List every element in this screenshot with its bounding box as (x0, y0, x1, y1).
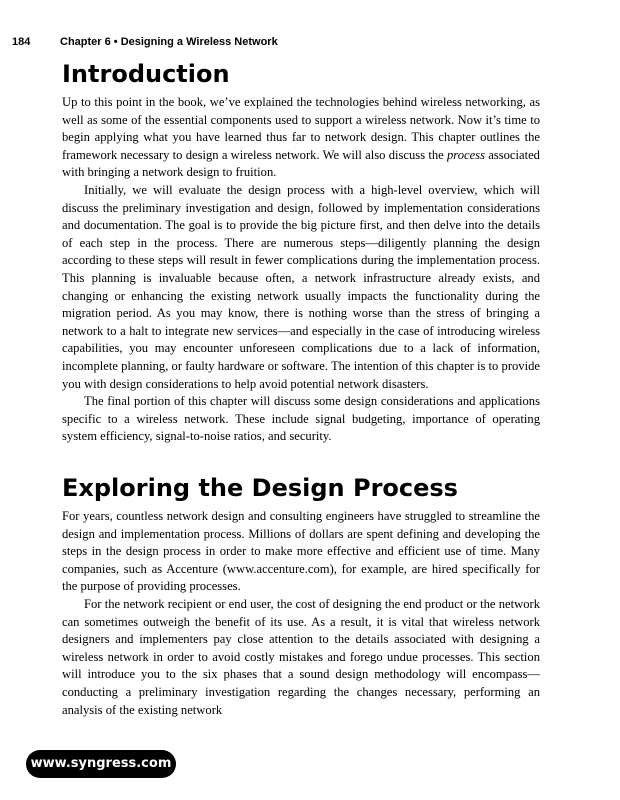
page-number: 184 (12, 36, 31, 48)
exploring-body (62, 508, 540, 719)
section-heading-exploring: Exploring the Design Process (62, 474, 458, 502)
running-header (12, 36, 278, 48)
paragraph: Initially, we will evaluate the design process with a high-level overview, which will discuss the preliminary investigation and design, followed by implementation considerations and documentation. The goal is to provide the big picture first, and then delve into the details of each step in the process. There are numerous steps—diligently planning the design according to these steps will result in fewer complications during the implementation process. This planning is invaluable because often, a network infrastructure already exists, and changing or enhancing the existing network usually impacts the functionality during the migration period. As you may know, there is nothing worse than the stress of bringing a network to a halt to integrate new services—and especially in the case of introducing wireless capabilities, you may encounter unforeseen complications due to a lack of information, incomplete planning, or faulty hardware or software. The intention of this chapter is to provide you with design considerations to help avoid potential network disasters. (62, 182, 540, 391)
paragraph-text: associated with bringing a network design to fruition. (62, 147, 540, 180)
paragraph-text: Up to this point in the book, we’ve explained the technologies behind wireless networking, as well as some of the essential components used to support a wireless network. Now it’s time to begin applying what you have learned thus far to network design. This chapter outlines the framework necessary to design a wireless network. We will also discuss the (62, 95, 540, 162)
section-heading-introduction: Introduction (62, 60, 230, 88)
paragraph (62, 94, 540, 182)
footer-url-badge: www.syngress.com (26, 750, 176, 778)
paragraph: For years, countless network design and consulting engineers have struggled to streamline the design and implementation process. Millions of dollars are spent defining and developing the steps in the design process in order to make more effective and efficient use of time. Many companies, such as Accenture (www.accenture.com), for example, are hired specifically for the purpose of providing processes. (62, 509, 540, 594)
introduction-body (62, 94, 540, 446)
chapter-title: Chapter 6 • Designing a Wireless Network (60, 36, 278, 48)
paragraph: For the network recipient or end user, the cost of designing the end product or the network can sometimes outweigh the benefit of its use. As a result, it is vital that wireless network designers and implementers pay close attention to the details associated with designing a wireless network in order to avoid costly mistakes and forego undue processes. This section will introduce you to the six phases that a sound design methodology will encompass—conducting a preliminary investigation regarding the changes necessary, performing an analysis of the existing network (62, 596, 540, 717)
paragraph: The final portion of this chapter will discuss some design considerations and applications specific to a wireless network. These include signal budgeting, importance of operating system efficiency, signal-to-noise ratios, and security. (62, 394, 540, 444)
emphasized-word: process (446, 147, 485, 162)
